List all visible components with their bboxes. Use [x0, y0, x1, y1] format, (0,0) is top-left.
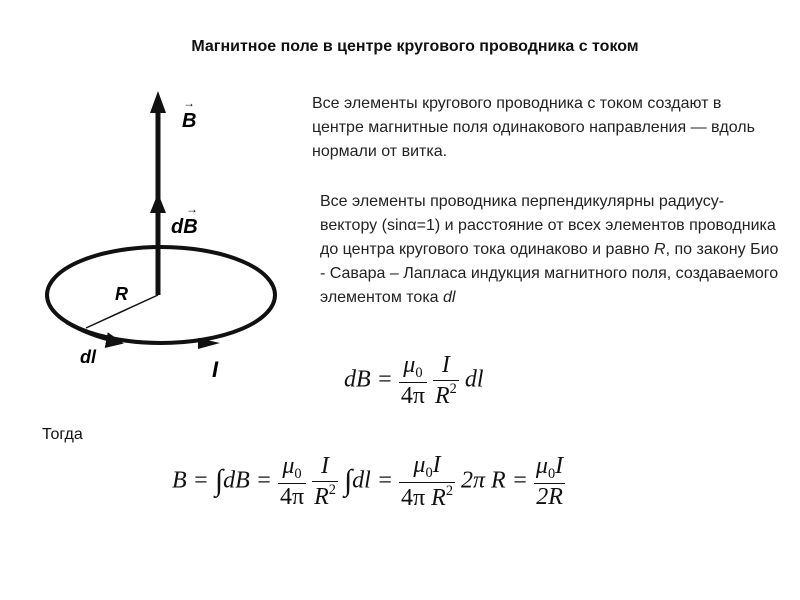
f2-i: I	[312, 453, 338, 482]
para2-dl: dl	[443, 289, 456, 306]
f2-mu-sub: 0	[294, 466, 302, 483]
f1-mu-sub: 0	[415, 365, 423, 382]
b-arrowhead	[150, 91, 166, 113]
f2-mu-i: I	[432, 452, 441, 478]
f1-four-pi: 4π	[400, 382, 425, 409]
label-db: dB	[171, 216, 198, 238]
label-b: B	[182, 110, 197, 132]
f2-i-fraction	[312, 453, 338, 511]
paragraph-biot-savart	[320, 190, 780, 310]
f1-mu: μ	[403, 352, 416, 379]
db-overarrow: →	[186, 202, 198, 216]
label-dl: dl	[80, 347, 96, 367]
formula-b	[172, 452, 565, 512]
label-r: R	[115, 284, 128, 304]
f2-db: dB =	[223, 467, 272, 494]
current-loop	[47, 247, 275, 343]
f2-b: B =	[172, 467, 209, 494]
f1-mu-fraction	[399, 352, 427, 410]
f2-two-pi-r: 2π R =	[461, 467, 528, 494]
f2-mu-b: μ	[413, 452, 426, 478]
db-arrowhead	[150, 193, 166, 213]
f2-four-pi: 4π	[279, 483, 305, 510]
para2-text-b: , по закону Био - Савара – Лапласа индукция магнитного поля, создаваемого элементом тока	[320, 241, 779, 306]
para2-r: R	[654, 241, 666, 258]
then-label: Тогда	[42, 426, 83, 443]
f2-final-fraction	[534, 453, 565, 511]
f2-mu-fraction	[278, 453, 306, 511]
slide-title: Магнитное поле в центре кругового проводника с током	[191, 38, 639, 55]
f1-exp: 2	[449, 380, 457, 397]
paragraph-normal-direction: Все элементы кругового проводника с током создают в центре магнитные поля одинакового направления — вдоль нормали от витка.	[312, 95, 755, 160]
f2-four-pi-b: 4π	[401, 484, 426, 511]
f2-r-b: R	[431, 484, 446, 511]
f2-mu-c-i: I	[555, 453, 564, 480]
f2-exp-b: 2	[445, 482, 454, 499]
f2-mu: μ	[282, 453, 295, 480]
para2-text-a: Все элементы проводника перпендикулярны радиусу-вектору (sinα=1) и расстояние от всех элементов проводника до центра кругового тока одинаково и равно	[320, 193, 776, 258]
f1-i: I	[433, 352, 459, 381]
circular-conductor-figure	[30, 85, 290, 385]
formula-db	[344, 352, 484, 410]
f1-i-fraction	[433, 352, 459, 410]
b-overarrow: →	[183, 96, 195, 110]
f2-dl: dl =	[352, 467, 394, 494]
f2-mu-c-sub: 0	[547, 466, 556, 483]
f2-mu-b-sub: 0	[425, 465, 433, 482]
f2-r: R	[314, 483, 329, 510]
f2-exp: 2	[328, 481, 336, 498]
f1-lhs: dB =	[344, 366, 393, 393]
f1-r: R	[434, 382, 450, 409]
f2-two-r: 2R	[536, 483, 563, 510]
f2-integral-2: ∫	[343, 464, 353, 498]
f1-dl: dl	[464, 366, 484, 393]
label-i: I	[212, 357, 219, 382]
f2-mu-i-fraction	[399, 452, 455, 512]
f2-integral-1: ∫	[214, 464, 224, 498]
f2-mu-c: μ	[535, 453, 548, 480]
